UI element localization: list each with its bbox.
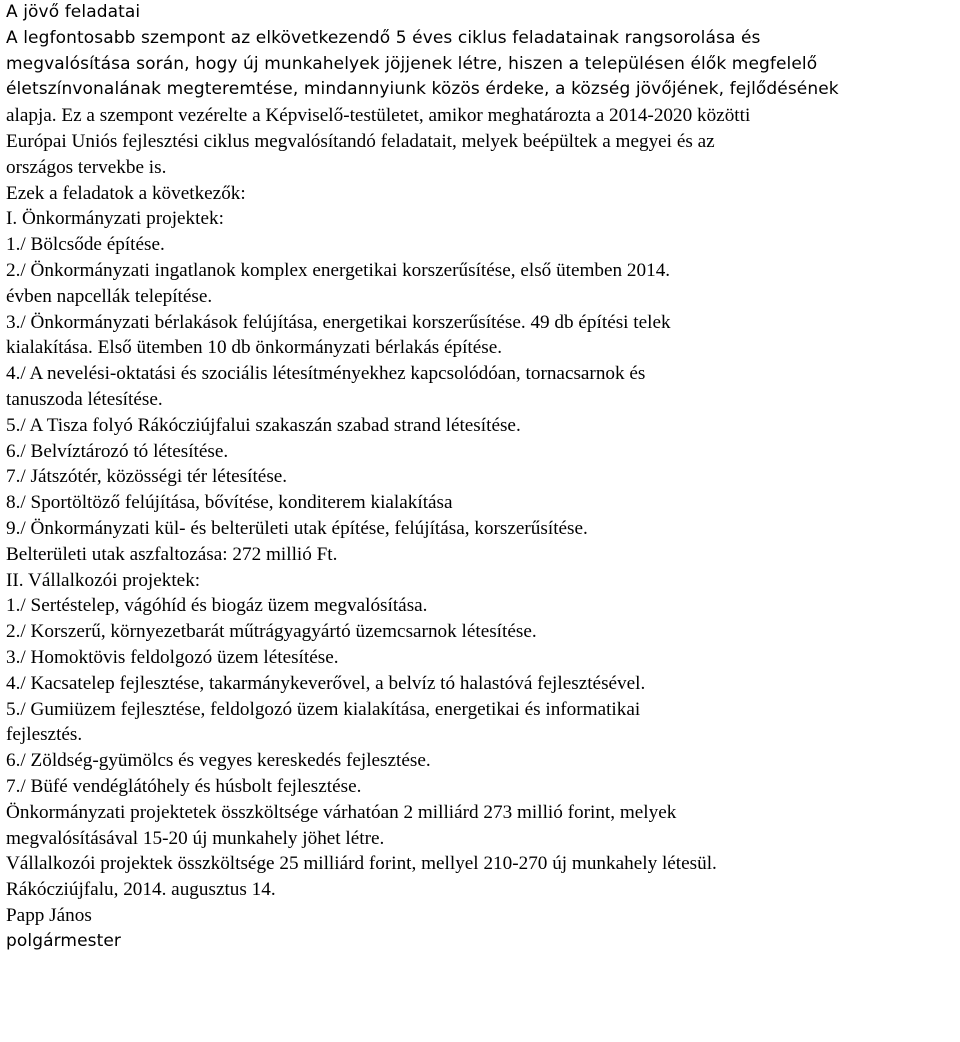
municipal-item-9-cont: Belterületi utak aszfaltozása: 272 millió Ft. [6, 543, 338, 565]
document-page [6, 0, 956, 954]
municipal-item-8: 8./ Sportöltöző felújítása, bővítése, konditerem kialakítása [6, 492, 453, 514]
section-heading-business: II. Vállalkozói projektek: [6, 569, 201, 591]
business-item-6: 6./ Zöldség-gyümölcs és vegyes kereskedés fejlesztése. [6, 750, 431, 772]
municipal-item-4: 4./ A nevelési-oktatási és szociális létesítményekhez kapcsolódóan, tornacsarnok és [6, 363, 646, 385]
municipal-item-3: 3./ Önkormányzati bérlakások felújítása, energetikai korszerűsítése. 49 db építési telek [6, 311, 671, 333]
intro-line-3: életszínvonalának megteremtése, mindannyiunk közös érdeke, a község jövőjének, fejlődésének [6, 79, 839, 100]
municipal-cost-summary-cont: megvalósításával 15-20 új munkahely jöhet létre. [6, 827, 385, 849]
municipal-item-3-cont: kialakítása. Első ütemben 10 db önkormányzati bérlakás építése. [6, 337, 503, 359]
business-item-7: 7./ Büfé vendéglátóhely és húsbolt fejlesztése. [6, 775, 362, 797]
municipal-item-2-cont: évben napcellák telepítése. [6, 285, 213, 307]
business-item-5-cont: fejlesztés. [6, 724, 83, 746]
place-and-date: Rákócziújfalu, 2014. augusztus 14. [6, 879, 276, 901]
intro-line-1: A legfontosabb szempont az elkövetkezendő 5 éves ciklus feladatainak rangsorolása és [6, 27, 761, 48]
intro-line-6: országos tervekbe is. [6, 156, 167, 178]
section-heading-municipal: I. Önkormányzati projektek: [6, 208, 224, 230]
business-cost-summary: Vállalkozói projektek összköltsége 25 milliárd forint, mellyel 210-270 új munkahely létesül. [6, 853, 717, 875]
document-title: A jövő feladatai [6, 2, 141, 22]
intro-line-4: alapja. Ez a szempont vezérelte a Képviselő-testületet, amikor meghatározta a 2014-2020 közötti [6, 105, 751, 127]
tasks-heading: Ezek a feladatok a következők: [6, 182, 246, 204]
business-item-2: 2./ Korszerű, környezetbarát műtrágyagyártó üzemcsarnok létesítése. [6, 621, 537, 643]
intro-line-5: Európai Uniós fejlesztési ciklus megvalósítandó feladatait, melyek beépültek a megyei és az [6, 130, 715, 152]
signatory-name: Papp János [6, 904, 92, 926]
municipal-item-1: 1./ Bölcsőde építése. [6, 234, 165, 256]
business-item-4: 4./ Kacsatelep fejlesztése, takarmánykeverővel, a belvíz tó halastóvá fejlesztésével. [6, 672, 646, 694]
signatory-title: polgármester [6, 930, 122, 951]
municipal-item-7: 7./ Játszótér, közösségi tér létesítése. [6, 466, 288, 488]
business-item-1: 1./ Sertéstelep, vágóhíd és biogáz üzem megvalósítása. [6, 595, 428, 617]
municipal-item-6: 6./ Belvíztározó tó létesítése. [6, 440, 229, 462]
intro-line-2: megvalósítása során, hogy új munkahelyek jöjjenek létre, hiszen a településen élők megfelelő [6, 53, 818, 74]
business-item-5: 5./ Gumiüzem fejlesztése, feldolgozó üzem kialakítása, energetikai és informatikai [6, 698, 641, 720]
municipal-item-4-cont: tanuszoda létesítése. [6, 388, 163, 410]
municipal-item-5: 5./ A Tisza folyó Rákócziújfalui szakaszán szabad strand létesítése. [6, 414, 521, 436]
business-item-3: 3./ Homoktövis feldolgozó üzem létesítése. [6, 646, 339, 668]
municipal-item-2: 2./ Önkormányzati ingatlanok komplex energetikai korszerűsítése, első ütemben 2014. [6, 259, 671, 281]
municipal-cost-summary: Önkormányzati projektetek összköltsége várhatóan 2 milliárd 273 millió forint, melyek [6, 801, 677, 823]
municipal-item-9: 9./ Önkormányzati kül- és belterületi utak építése, felújítása, korszerűsítése. [6, 517, 588, 539]
